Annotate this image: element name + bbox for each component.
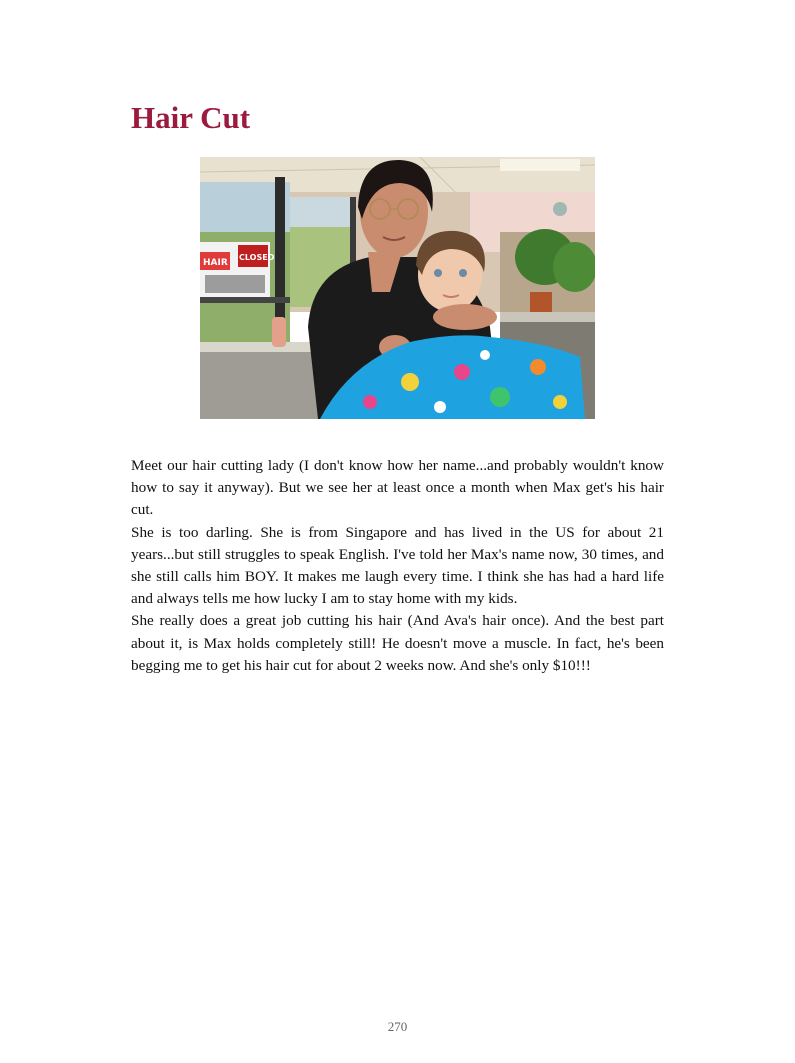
paragraph-praise: She really does a great job cutting his hair (And Ava's hair once). And the best part about it, is Max holds completely still! He doesn't move a muscle. In fact, he's been begging me to get his hair cut for about 2 weeks now. And she's only $10!!! [131,612,664,674]
hair-cut-photo [200,157,595,419]
paragraph-intro: Meet our hair cutting lady (I don't know how her name...and probably wouldn't know how to say it anyway). But we see her at least once a month when Max get's his hair cut. [131,457,664,519]
counter [200,347,330,419]
paragraph-background: She is too darling. She is from Singapore and has lived in the US for about 21 years...but still struggles to speak English. I've told her Max's name now, 30 times, and she still calls him BOY. It makes me laugh every time. I think she has had a hard life and always tells me how lucky I am to stay home with my kids. [131,523,664,608]
page-number: 270 [387,1019,408,1034]
hair-sign: HAIR [203,258,228,268]
body-text [131,455,664,677]
closed-sign: CLOSED [239,253,275,262]
page-title: Hair Cut [131,100,251,135]
